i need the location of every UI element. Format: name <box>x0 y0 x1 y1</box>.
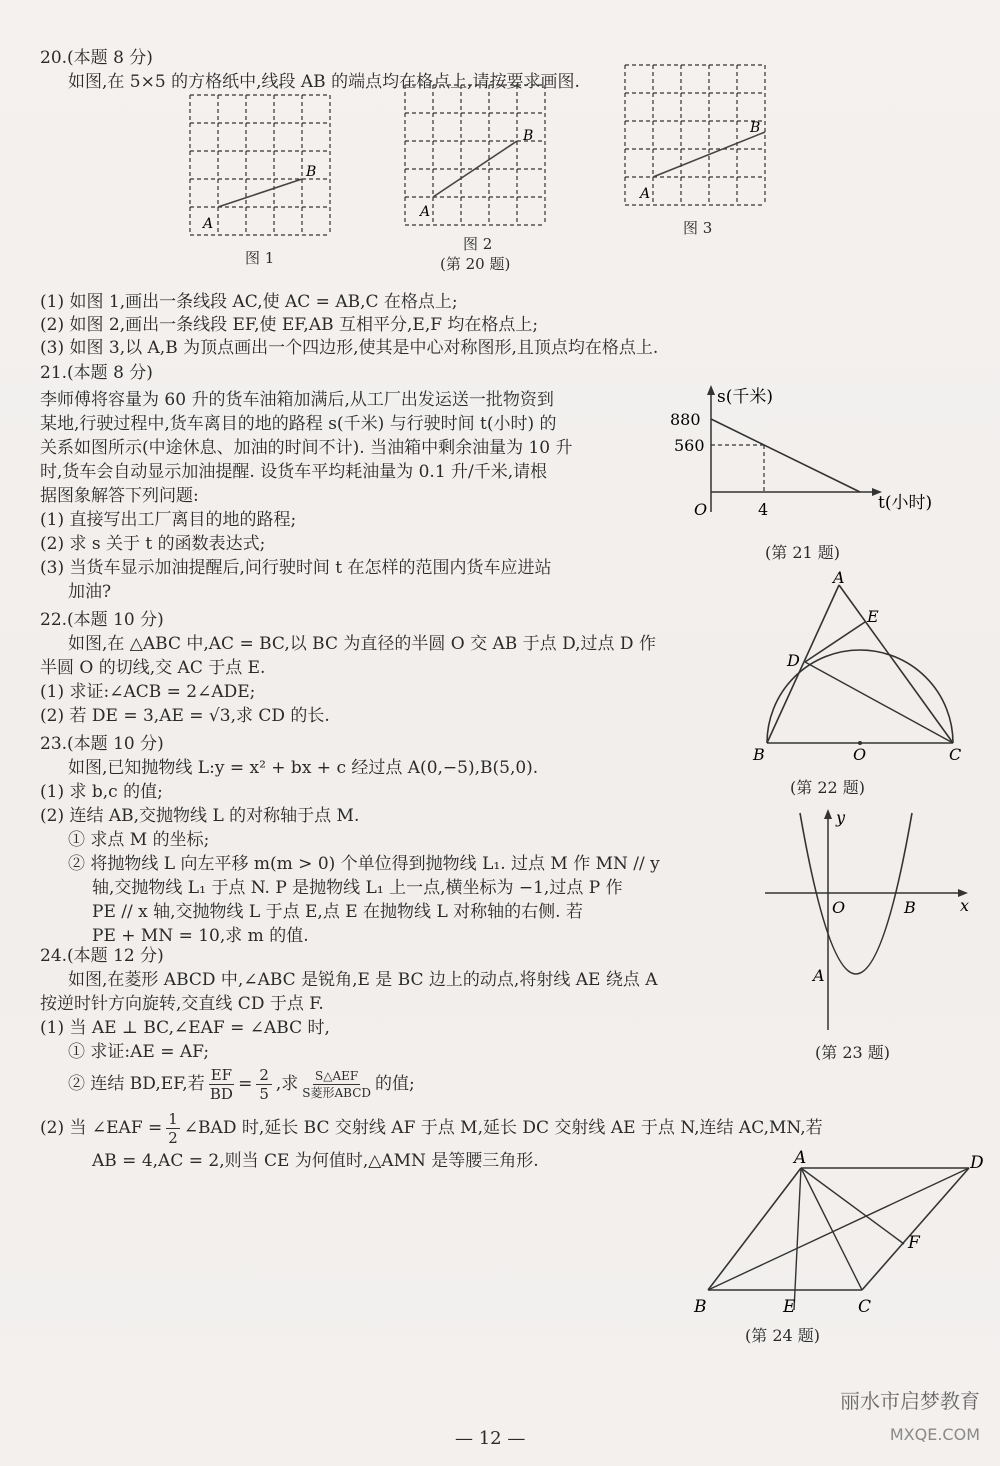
q22-part2: (2) 若 DE = 3,AE = √3,求 CD 的长. <box>40 706 330 726</box>
q22-label-d: D <box>787 651 800 670</box>
q24-caption: (第 24 题) <box>745 1326 821 1345</box>
q24-frac3-den: S菱形ABCD <box>302 1085 371 1100</box>
q20-part2: (2) 如图 2,画出一条线段 EF,使 EF,AB 互相平分,E,F 均在格点上; <box>40 315 539 335</box>
q23-sub2a: ② 将抛物线 L 向左平移 m(m > 0) 个单位得到抛物线 L₁. 过点 M 作 MN // y <box>68 854 660 874</box>
q21-part3b: 加油? <box>68 582 112 602</box>
q22-label-b: B <box>753 745 765 764</box>
q21-xlabel: t(小时) <box>878 493 933 513</box>
q24-part1: (1) 当 AE ⊥ BC,∠EAF = ∠ABC 时, <box>40 1018 330 1038</box>
q21-y-high: 880 <box>670 410 701 429</box>
q22-caption: (第 22 题) <box>790 778 866 797</box>
q22-label-e: E <box>867 607 879 626</box>
q20-figure-3 <box>620 60 770 210</box>
q24-sub2-eq: = <box>238 1074 253 1094</box>
q22-line2: 半圆 O 的切线,交 AC 于点 E. <box>40 658 266 678</box>
q21-caption: (第 21 题) <box>765 543 841 562</box>
q21-line4: 时,货车会自动显示加油提醒. 设货车平均耗油量为 0.1 升/千米,请根 <box>40 462 548 482</box>
q21-part3: (3) 当货车显示加油提醒后,问行驶时间 t 在怎样的范围内货车应进站 <box>40 558 552 578</box>
q20-figure-1 <box>185 90 335 240</box>
q23-sub2d: PE + MN = 10,求 m 的值. <box>92 926 309 946</box>
q21-title: 21.(本题 8 分) <box>40 363 153 383</box>
q20-fig1-caption: 图 1 <box>245 249 275 267</box>
watermark-text: 丽水市启梦教育 <box>840 1389 980 1413</box>
q21-line3: 关系如图所示(中途休息、加油的时间不计). 当油箱中剩余油量为 10 升 <box>40 438 573 458</box>
svg-text:A: A <box>420 204 431 220</box>
q24-part2-post: ∠BAD 时,延长 BC 交射线 AF 于点 M,延长 DC 交射线 AE 于点 N,连结 AC,MN,若 <box>183 1118 823 1138</box>
q22-label-a: A <box>833 570 845 587</box>
q24-sub1: ① 求证:AE = AF; <box>68 1042 210 1062</box>
q23-figure <box>760 805 980 1035</box>
svg-text:A: A <box>203 216 214 232</box>
q20-intro: 如图,在 5×5 的方格纸中,线段 AB 的端点均在格点上,请按要求画图. <box>68 72 580 92</box>
q24-frac-area <box>302 1068 371 1101</box>
q20-part1: (1) 如图 1,画出一条线段 AC,使 AC = AB,C 在格点上; <box>40 292 458 312</box>
q22-part1: (1) 求证:∠ACB = 2∠ADE; <box>40 682 256 702</box>
q24-frac2-num: 2 <box>256 1066 272 1085</box>
q24-line2: 按逆时针方向旋转,交直线 CD 于点 F. <box>40 994 324 1014</box>
q20-group-caption: (第 20 题) <box>440 255 511 273</box>
q22-label-c: C <box>949 745 962 764</box>
q24-frac-half <box>166 1110 180 1147</box>
q21-part2: (2) 求 s 关于 t 的函数表达式; <box>40 534 266 554</box>
q22-title: 22.(本题 10 分) <box>40 610 164 630</box>
page-number: — 12 — <box>455 1428 526 1449</box>
q24-label-c: C <box>858 1297 872 1317</box>
q24-line1: 如图,在菱形 ABCD 中,∠ABC 是锐角,E 是 BC 边上的动点,将射线 AE 绕点 A <box>68 970 658 990</box>
q24-label-f: F <box>908 1233 920 1253</box>
q23-label-y: y <box>836 808 846 827</box>
q24-frac2-den: 5 <box>259 1084 269 1103</box>
q24-sub2-mid: ,求 <box>275 1074 299 1094</box>
q21-line1: 李师傅将容量为 60 升的货车油箱加满后,从工厂出发运送一批物资到 <box>40 390 554 410</box>
q20-fig3-caption: 图 3 <box>683 219 713 237</box>
q24-frac1-num: EF <box>210 1065 233 1084</box>
q20-fig2-caption: 图 2 <box>463 235 493 253</box>
q24-frac3-num: S△AEF <box>315 1068 359 1083</box>
q23-caption: (第 23 题) <box>815 1043 891 1062</box>
q24-part2b: AB = 4,AC = 2,则当 CE 为何值时,△AMN 是等腰三角形. <box>92 1151 539 1171</box>
q24-sub2-post: 的值; <box>375 1074 415 1094</box>
q24-label-e: E <box>783 1297 796 1317</box>
q23-sub2b: 轴,交抛物线 L₁ 于点 N. P 是抛物线 L₁ 上一点,横坐标为 −1,过点 P 作 <box>92 878 623 898</box>
q21-x-mark: 4 <box>758 500 769 519</box>
q21-graph <box>670 380 990 560</box>
q24-part2 <box>40 1106 823 1150</box>
svg-text:B: B <box>523 128 534 144</box>
q23-label-b: B <box>904 898 916 917</box>
q24-figure <box>690 1150 990 1340</box>
q24-half-den: 2 <box>168 1128 178 1147</box>
q24-label-a: A <box>794 1150 807 1168</box>
q24-half-num: 1 <box>168 1109 178 1128</box>
q24-label-b: B <box>694 1297 707 1317</box>
q23-line1: 如图,已知抛物线 L:y = x² + bx + c 经过点 A(0,−5),B(5,0). <box>68 758 539 778</box>
svg-text:B: B <box>750 120 761 136</box>
q23-label-x: x <box>960 896 970 915</box>
svg-text:A: A <box>640 186 651 202</box>
q23-part1: (1) 求 b,c 的值; <box>40 782 163 802</box>
q21-line5: 据图象解答下列问题: <box>40 486 199 506</box>
q21-y-mid: 560 <box>674 436 705 455</box>
q23-label-a: A <box>813 966 825 985</box>
q24-label-d: D <box>970 1153 984 1173</box>
q21-part1: (1) 直接写出工厂离目的地的路程; <box>40 510 297 530</box>
q22-line1: 如图,在 △ABC 中,AC = BC,以 BC 为直径的半圆 O 交 AB 于点 D,过点 D 作 <box>68 634 656 654</box>
q23-label-o: O <box>832 898 846 917</box>
q24-sub2 <box>68 1062 415 1106</box>
q24-frac-ef-bd <box>209 1066 234 1103</box>
svg-text:B: B <box>306 164 317 180</box>
q23-part2: (2) 连结 AB,交抛物线 L 的对称轴于点 M. <box>40 806 360 826</box>
q24-sub2-pre: ② 连结 BD,EF,若 <box>68 1074 205 1094</box>
q23-title: 23.(本题 10 分) <box>40 734 164 754</box>
q22-figure <box>745 570 975 765</box>
q20-title: 20.(本题 8 分) <box>40 48 153 68</box>
q24-frac-2-5 <box>256 1066 272 1103</box>
q20-figure-2 <box>400 80 550 230</box>
q24-title: 24.(本题 12 分) <box>40 946 164 966</box>
q21-line2: 某地,行驶过程中,货车离目的地的路程 s(千米) 与行驶时间 t(小时) 的 <box>40 414 557 434</box>
q24-frac1-den: BD <box>209 1084 233 1103</box>
q24-part2-pre: (2) 当 ∠EAF = <box>40 1118 163 1138</box>
q23-sub2c: PE // x 轴,交抛物线 L 于点 E,点 E 在抛物线 L 对称轴的右侧. 若 <box>92 902 583 922</box>
q20-part3: (3) 如图 3,以 A,B 为顶点画出一个四边形,使其是中心对称图形,且顶点均在格点上. <box>40 338 659 358</box>
watermark-site: MXQE.COM <box>889 1425 980 1444</box>
q21-origin: O <box>694 500 708 519</box>
q21-ylabel: s(千米) <box>717 387 773 407</box>
q22-label-o: O <box>853 745 867 764</box>
q23-sub1: ① 求点 M 的坐标; <box>68 830 210 850</box>
